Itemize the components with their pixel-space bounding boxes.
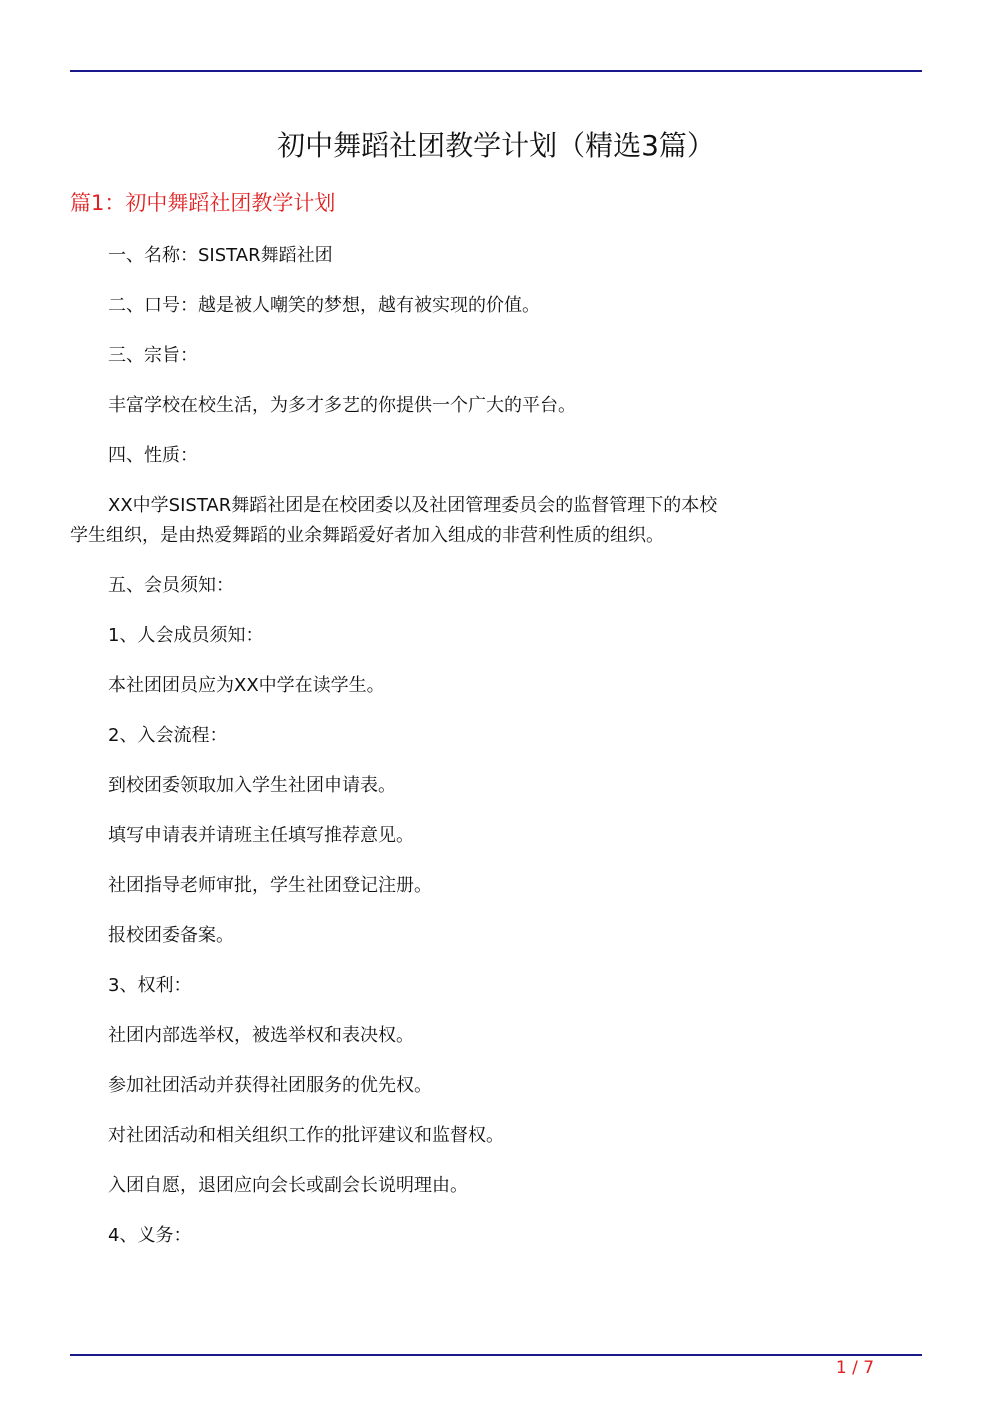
paragraph-purpose: 丰富学校在校生活，为多才多艺的你提供一个广大的平台。 (108, 395, 576, 416)
paragraph-right-3: 对社团活动和相关组织工作的批评建议和监督权。 (108, 1125, 504, 1146)
paragraph-purpose-heading: 三、宗旨： (108, 345, 198, 366)
paragraph-member-notice-heading: 五、会员须知： (108, 575, 234, 596)
paragraph-join-step-4: 报校团委备案。 (108, 925, 234, 946)
paragraph-join-step-2: 填写申请表并请班主任填写推荐意见。 (108, 825, 414, 846)
paragraph-right-1: 社团内部选举权，被选举权和表决权。 (108, 1025, 414, 1046)
header-rule (70, 70, 922, 72)
paragraph-nature-line-1: XX中学SISTAR舞蹈社团是在校团委以及社团管理委员会的监督管理下的本校 (108, 495, 718, 516)
paragraph-right-2: 参加社团活动并获得社团服务的优先权。 (108, 1075, 432, 1096)
footer-rule (70, 1354, 922, 1356)
document-title: 初中舞蹈社团教学计划（精选3篇） (277, 129, 715, 162)
paragraph-join-step-3: 社团指导老师审批，学生社团登记注册。 (108, 875, 432, 896)
paragraph-duties-heading: 4、义务： (108, 1225, 192, 1246)
section-heading: 篇1：初中舞蹈社团教学计划 (70, 191, 336, 215)
paragraph-nature-heading: 四、性质： (108, 445, 198, 466)
paragraph-membership: 本社团团员应为XX中学在读学生。 (108, 675, 385, 696)
paragraph-rights-heading: 3、权利： (108, 975, 192, 996)
page-number: 1 / 7 (835, 1358, 875, 1378)
paragraph-name: 一、名称：SISTAR舞蹈社团 (108, 245, 333, 266)
paragraph-slogan: 二、口号：越是被人嘲笑的梦想，越有被实现的价值。 (108, 295, 540, 316)
paragraph-nature-line-2: 学生组织，是由热爱舞蹈的业余舞蹈爱好者加入组成的非营利性质的组织。 (70, 525, 664, 546)
paragraph-join-process-heading: 2、入会流程： (108, 725, 228, 746)
paragraph-join-step-1: 到校团委领取加入学生社团申请表。 (108, 775, 396, 796)
paragraph-right-4: 入团自愿，退团应向会长或副会长说明理由。 (108, 1175, 468, 1196)
paragraph-membership-heading: 1、人会成员须知： (108, 625, 264, 646)
